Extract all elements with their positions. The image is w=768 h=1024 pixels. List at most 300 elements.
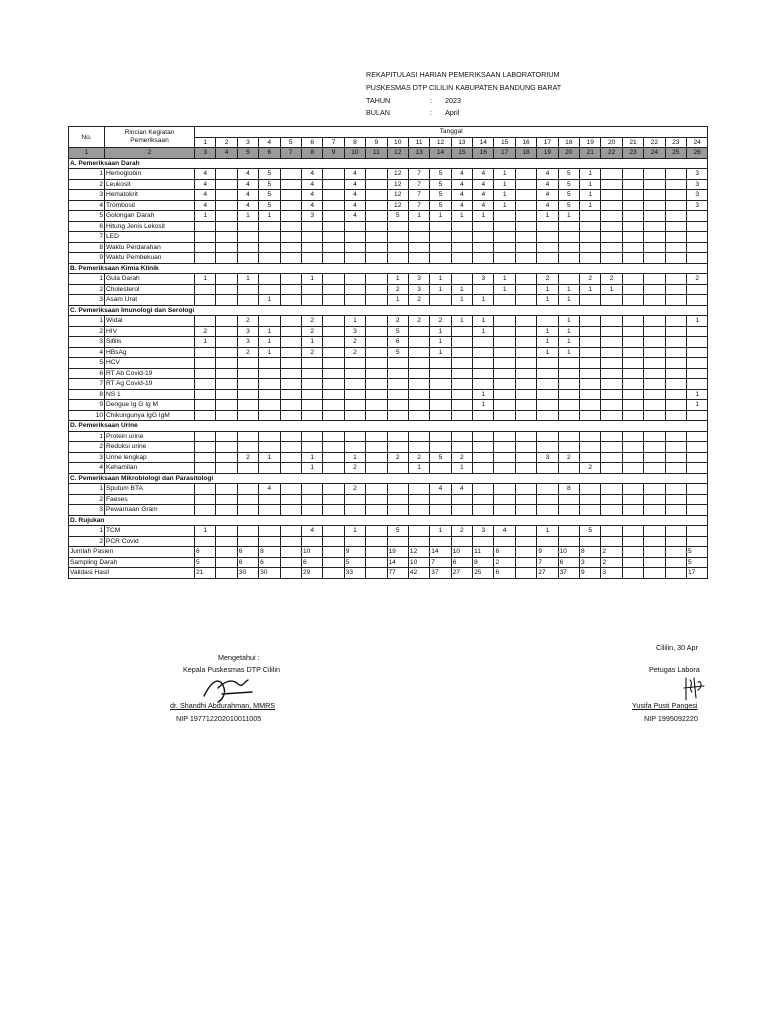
value-cell bbox=[195, 389, 216, 400]
value-cell bbox=[644, 169, 665, 180]
value-cell bbox=[515, 536, 536, 547]
summary-value-cell bbox=[644, 557, 665, 568]
value-cell bbox=[259, 494, 280, 505]
value-cell: 1 bbox=[259, 211, 280, 222]
summary-value-cell bbox=[323, 568, 344, 579]
date-header-cell: 7 bbox=[323, 137, 344, 148]
value-cell bbox=[216, 358, 237, 369]
value-cell bbox=[515, 452, 536, 463]
value-cell bbox=[515, 410, 536, 421]
value-cell bbox=[622, 494, 643, 505]
date-header-cell: 6 bbox=[301, 137, 322, 148]
value-cell bbox=[430, 463, 451, 474]
value-cell bbox=[473, 242, 494, 253]
value-cell: 1 bbox=[451, 211, 472, 222]
value-cell bbox=[408, 221, 429, 232]
value-cell bbox=[323, 190, 344, 201]
value-cell bbox=[408, 410, 429, 421]
value-cell: 2 bbox=[387, 284, 408, 295]
value-cell bbox=[195, 400, 216, 411]
value-cell bbox=[408, 536, 429, 547]
value-cell: 4 bbox=[195, 169, 216, 180]
value-cell bbox=[601, 242, 622, 253]
summary-value-cell: 5 bbox=[195, 557, 216, 568]
value-cell bbox=[515, 505, 536, 516]
value-cell: 3 bbox=[408, 284, 429, 295]
item-no: 3 bbox=[69, 190, 105, 201]
value-cell bbox=[515, 431, 536, 442]
value-cell bbox=[473, 221, 494, 232]
value-cell bbox=[515, 368, 536, 379]
value-cell: 2 bbox=[408, 295, 429, 306]
value-cell: 2 bbox=[344, 337, 365, 348]
value-cell bbox=[344, 274, 365, 285]
value-cell bbox=[515, 347, 536, 358]
value-cell bbox=[366, 463, 387, 474]
value-cell: 1 bbox=[580, 169, 601, 180]
date-header-cell: 16 bbox=[515, 137, 536, 148]
summary-value-cell: 10 bbox=[301, 547, 322, 558]
value-cell bbox=[622, 326, 643, 337]
value-cell bbox=[494, 400, 515, 411]
value-cell: 3 bbox=[237, 326, 258, 337]
value-cell bbox=[323, 169, 344, 180]
value-cell bbox=[622, 431, 643, 442]
value-cell bbox=[259, 368, 280, 379]
value-cell: 5 bbox=[430, 169, 451, 180]
item-name: RT Ab Covid-19 bbox=[105, 368, 195, 379]
value-cell bbox=[451, 274, 472, 285]
value-cell bbox=[601, 410, 622, 421]
value-cell bbox=[216, 326, 237, 337]
value-cell bbox=[195, 484, 216, 495]
value-cell bbox=[515, 400, 536, 411]
value-cell bbox=[644, 326, 665, 337]
value-cell bbox=[494, 410, 515, 421]
value-cell bbox=[644, 431, 665, 442]
value-cell bbox=[387, 536, 408, 547]
value-cell bbox=[558, 536, 579, 547]
value-cell bbox=[195, 410, 216, 421]
value-cell: 4 bbox=[494, 526, 515, 537]
value-cell: 1 bbox=[301, 337, 322, 348]
value-cell bbox=[344, 494, 365, 505]
value-cell bbox=[344, 442, 365, 453]
item-name: Waktu Pembekuan bbox=[105, 253, 195, 264]
value-cell bbox=[580, 442, 601, 453]
value-cell bbox=[601, 368, 622, 379]
value-cell bbox=[408, 347, 429, 358]
value-cell bbox=[580, 389, 601, 400]
value-cell bbox=[237, 389, 258, 400]
item-no: 4 bbox=[69, 200, 105, 211]
value-cell: 5 bbox=[259, 190, 280, 201]
table-row bbox=[69, 337, 708, 348]
summary-value-cell: 10 bbox=[558, 547, 579, 558]
value-cell bbox=[387, 463, 408, 474]
value-cell bbox=[408, 494, 429, 505]
value-cell: 5 bbox=[430, 179, 451, 190]
value-cell bbox=[601, 169, 622, 180]
value-cell bbox=[344, 295, 365, 306]
value-cell bbox=[537, 431, 558, 442]
value-cell bbox=[301, 536, 322, 547]
summary-value-cell bbox=[366, 568, 387, 579]
col-no-header: No. bbox=[69, 127, 105, 148]
value-cell bbox=[665, 295, 686, 306]
item-no: 2 bbox=[69, 442, 105, 453]
value-cell bbox=[473, 358, 494, 369]
value-cell bbox=[686, 368, 707, 379]
value-cell bbox=[366, 379, 387, 390]
value-cell bbox=[665, 494, 686, 505]
value-cell bbox=[494, 505, 515, 516]
table-row bbox=[69, 200, 708, 211]
table-row bbox=[69, 358, 708, 369]
value-cell bbox=[366, 484, 387, 495]
item-no: 1 bbox=[69, 169, 105, 180]
value-cell: 12 bbox=[387, 200, 408, 211]
value-cell bbox=[665, 337, 686, 348]
value-cell bbox=[323, 274, 344, 285]
value-cell bbox=[237, 494, 258, 505]
value-cell bbox=[644, 526, 665, 537]
value-cell bbox=[537, 463, 558, 474]
value-cell bbox=[686, 452, 707, 463]
value-cell bbox=[280, 368, 301, 379]
value-cell bbox=[366, 526, 387, 537]
value-cell bbox=[558, 526, 579, 537]
value-cell bbox=[216, 494, 237, 505]
value-cell bbox=[430, 221, 451, 232]
value-cell bbox=[473, 337, 494, 348]
summary-value-cell: 6 bbox=[558, 557, 579, 568]
month-value: April bbox=[445, 108, 460, 117]
value-cell: 4 bbox=[195, 179, 216, 190]
item-name: HIV bbox=[105, 326, 195, 337]
value-cell bbox=[366, 442, 387, 453]
column-numbering-row bbox=[69, 148, 708, 159]
value-cell bbox=[515, 484, 536, 495]
value-cell: 7 bbox=[408, 190, 429, 201]
column-number-cell: 4 bbox=[216, 148, 237, 159]
summary-value-cell: 42 bbox=[408, 568, 429, 579]
value-cell bbox=[622, 295, 643, 306]
value-cell bbox=[280, 253, 301, 264]
value-cell bbox=[430, 431, 451, 442]
value-cell bbox=[580, 232, 601, 243]
value-cell: 4 bbox=[473, 179, 494, 190]
item-no: 3 bbox=[69, 505, 105, 516]
value-cell: 1 bbox=[259, 337, 280, 348]
value-cell bbox=[387, 505, 408, 516]
value-cell bbox=[622, 211, 643, 222]
value-cell: 1 bbox=[430, 347, 451, 358]
table-row bbox=[69, 232, 708, 243]
value-cell bbox=[216, 211, 237, 222]
value-cell bbox=[259, 379, 280, 390]
table-row bbox=[69, 484, 708, 495]
value-cell bbox=[558, 232, 579, 243]
value-cell bbox=[515, 526, 536, 537]
value-cell bbox=[408, 253, 429, 264]
value-cell bbox=[430, 536, 451, 547]
value-cell bbox=[323, 326, 344, 337]
value-cell bbox=[280, 169, 301, 180]
value-cell bbox=[195, 221, 216, 232]
value-cell: 3 bbox=[686, 169, 707, 180]
value-cell: 2 bbox=[580, 274, 601, 285]
value-cell bbox=[494, 442, 515, 453]
value-cell bbox=[323, 232, 344, 243]
value-cell: 4 bbox=[451, 190, 472, 201]
date-header-cell: 21 bbox=[622, 137, 643, 148]
column-number-cell: 2 bbox=[105, 148, 195, 159]
col-activity-header: Rincian Kegiatan Pemeriksaan bbox=[105, 127, 195, 148]
date-header-cell: 13 bbox=[451, 137, 472, 148]
month-separator: : bbox=[430, 108, 432, 117]
right-signature bbox=[678, 674, 708, 704]
value-cell bbox=[259, 274, 280, 285]
value-cell bbox=[622, 536, 643, 547]
item-name: Hematokrit bbox=[105, 190, 195, 201]
value-cell bbox=[195, 232, 216, 243]
value-cell bbox=[237, 253, 258, 264]
month-label: BULAN bbox=[366, 108, 390, 117]
item-name: Golongan Darah bbox=[105, 211, 195, 222]
value-cell bbox=[323, 253, 344, 264]
value-cell: 1 bbox=[494, 200, 515, 211]
value-cell: 2 bbox=[301, 316, 322, 327]
item-no: 10 bbox=[69, 410, 105, 421]
summary-value-cell bbox=[515, 547, 536, 558]
table-row bbox=[69, 536, 708, 547]
summary-value-cell: 33 bbox=[344, 568, 365, 579]
item-name: HCV bbox=[105, 358, 195, 369]
value-cell: 1 bbox=[537, 347, 558, 358]
value-cell: 2 bbox=[344, 484, 365, 495]
value-cell bbox=[601, 295, 622, 306]
value-cell: 7 bbox=[408, 169, 429, 180]
value-cell bbox=[451, 410, 472, 421]
value-cell bbox=[408, 232, 429, 243]
value-cell: 1 bbox=[430, 526, 451, 537]
value-cell bbox=[580, 337, 601, 348]
value-cell: 1 bbox=[237, 211, 258, 222]
value-cell bbox=[280, 211, 301, 222]
value-cell bbox=[580, 379, 601, 390]
value-cell bbox=[408, 326, 429, 337]
value-cell bbox=[644, 536, 665, 547]
table-header-row bbox=[69, 127, 708, 138]
value-cell bbox=[558, 494, 579, 505]
value-cell: 5 bbox=[430, 200, 451, 211]
value-cell bbox=[558, 242, 579, 253]
value-cell: 1 bbox=[344, 452, 365, 463]
value-cell bbox=[686, 211, 707, 222]
value-cell: 4 bbox=[473, 190, 494, 201]
value-cell bbox=[344, 389, 365, 400]
year-value: 2023 bbox=[445, 96, 461, 105]
value-cell bbox=[344, 379, 365, 390]
value-cell bbox=[537, 221, 558, 232]
item-no: 5 bbox=[69, 358, 105, 369]
value-cell bbox=[580, 253, 601, 264]
value-cell bbox=[280, 326, 301, 337]
item-name: RT Ag Covid-19 bbox=[105, 379, 195, 390]
value-cell bbox=[665, 232, 686, 243]
table-row bbox=[69, 211, 708, 222]
value-cell bbox=[408, 484, 429, 495]
value-cell bbox=[366, 221, 387, 232]
value-cell bbox=[323, 526, 344, 537]
value-cell bbox=[259, 389, 280, 400]
value-cell bbox=[644, 179, 665, 190]
value-cell bbox=[537, 242, 558, 253]
value-cell: 1 bbox=[259, 452, 280, 463]
col-date-group-header: Tanggal bbox=[195, 127, 708, 138]
section-title: A. Pemeriksaan Darah bbox=[69, 158, 708, 169]
value-cell bbox=[216, 200, 237, 211]
value-cell bbox=[494, 242, 515, 253]
summary-value-cell bbox=[644, 568, 665, 579]
value-cell: 1 bbox=[494, 284, 515, 295]
value-cell bbox=[665, 389, 686, 400]
value-cell: 1 bbox=[558, 326, 579, 337]
value-cell bbox=[280, 442, 301, 453]
value-cell: 4 bbox=[344, 169, 365, 180]
value-cell: 1 bbox=[387, 274, 408, 285]
item-name: Hemoglobin bbox=[105, 169, 195, 180]
value-cell bbox=[408, 242, 429, 253]
column-number-cell: 5 bbox=[237, 148, 258, 159]
value-cell bbox=[686, 232, 707, 243]
table-row bbox=[69, 284, 708, 295]
value-cell bbox=[473, 368, 494, 379]
value-cell bbox=[665, 368, 686, 379]
value-cell: 4 bbox=[451, 169, 472, 180]
item-no: 2 bbox=[69, 494, 105, 505]
value-cell: 1 bbox=[195, 526, 216, 537]
value-cell bbox=[644, 274, 665, 285]
year-label: TAHUN bbox=[366, 96, 391, 105]
value-cell bbox=[451, 358, 472, 369]
date-header-cell: 4 bbox=[259, 137, 280, 148]
table-row bbox=[69, 505, 708, 516]
value-cell bbox=[644, 400, 665, 411]
summary-value-cell: 27 bbox=[537, 568, 558, 579]
value-cell bbox=[644, 358, 665, 369]
value-cell bbox=[601, 452, 622, 463]
value-cell: 2 bbox=[301, 347, 322, 358]
value-cell bbox=[473, 379, 494, 390]
value-cell: 1 bbox=[537, 337, 558, 348]
column-number-cell: 18 bbox=[515, 148, 536, 159]
value-cell: 1 bbox=[558, 316, 579, 327]
value-cell bbox=[408, 337, 429, 348]
item-no: 3 bbox=[69, 337, 105, 348]
value-cell bbox=[430, 368, 451, 379]
value-cell bbox=[494, 368, 515, 379]
value-cell bbox=[344, 368, 365, 379]
value-cell bbox=[366, 337, 387, 348]
value-cell bbox=[686, 484, 707, 495]
value-cell bbox=[515, 211, 536, 222]
summary-value-cell bbox=[366, 547, 387, 558]
value-cell: 4 bbox=[537, 179, 558, 190]
value-cell bbox=[323, 400, 344, 411]
value-cell bbox=[686, 379, 707, 390]
value-cell bbox=[323, 431, 344, 442]
value-cell: 5 bbox=[387, 326, 408, 337]
value-cell bbox=[537, 505, 558, 516]
date-header-cell: 3 bbox=[237, 137, 258, 148]
value-cell bbox=[366, 431, 387, 442]
value-cell: 1 bbox=[451, 463, 472, 474]
value-cell bbox=[601, 442, 622, 453]
value-cell: 3 bbox=[344, 326, 365, 337]
value-cell: 12 bbox=[387, 190, 408, 201]
value-cell bbox=[280, 358, 301, 369]
summary-value-cell bbox=[280, 557, 301, 568]
value-cell bbox=[387, 442, 408, 453]
value-cell bbox=[515, 358, 536, 369]
value-cell bbox=[280, 232, 301, 243]
table-row bbox=[69, 463, 708, 474]
item-no: 4 bbox=[69, 347, 105, 358]
value-cell bbox=[622, 190, 643, 201]
value-cell bbox=[259, 431, 280, 442]
value-cell bbox=[558, 410, 579, 421]
value-cell: 5 bbox=[387, 526, 408, 537]
value-cell bbox=[494, 452, 515, 463]
value-cell bbox=[259, 400, 280, 411]
summary-value-cell bbox=[216, 568, 237, 579]
value-cell bbox=[280, 274, 301, 285]
value-cell: 2 bbox=[344, 463, 365, 474]
value-cell bbox=[644, 494, 665, 505]
value-cell bbox=[644, 389, 665, 400]
value-cell bbox=[387, 368, 408, 379]
value-cell bbox=[366, 253, 387, 264]
date-header-cell: 14 bbox=[473, 137, 494, 148]
value-cell bbox=[515, 295, 536, 306]
value-cell: 1 bbox=[558, 211, 579, 222]
date-header-cell: 24 bbox=[686, 137, 707, 148]
value-cell bbox=[366, 368, 387, 379]
value-cell bbox=[323, 242, 344, 253]
value-cell: 2 bbox=[408, 452, 429, 463]
value-cell bbox=[451, 337, 472, 348]
value-cell bbox=[601, 389, 622, 400]
value-cell bbox=[387, 431, 408, 442]
summary-value-cell bbox=[216, 557, 237, 568]
summary-value-cell: 2 bbox=[601, 547, 622, 558]
value-cell bbox=[686, 494, 707, 505]
value-cell bbox=[644, 295, 665, 306]
value-cell bbox=[280, 295, 301, 306]
value-cell: 12 bbox=[387, 169, 408, 180]
item-name: Hitung Jenis Lekosit bbox=[105, 221, 195, 232]
value-cell bbox=[494, 484, 515, 495]
value-cell bbox=[301, 389, 322, 400]
value-cell bbox=[301, 368, 322, 379]
value-cell bbox=[515, 221, 536, 232]
value-cell: 4 bbox=[237, 190, 258, 201]
column-number-cell: 1 bbox=[69, 148, 105, 159]
value-cell bbox=[537, 410, 558, 421]
summary-value-cell: 2 bbox=[494, 557, 515, 568]
